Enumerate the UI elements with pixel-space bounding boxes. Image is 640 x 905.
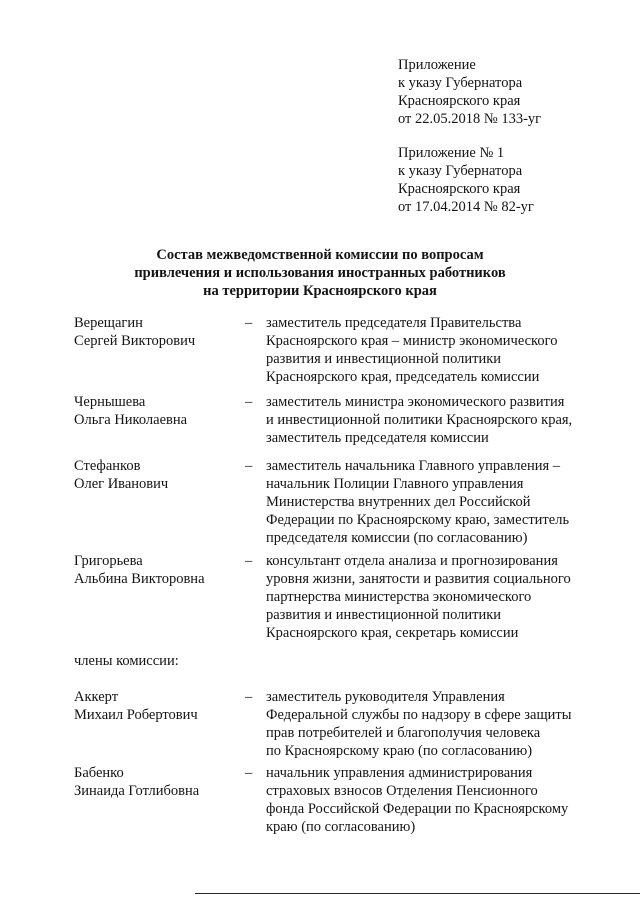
title-line: Состав межведомственной комиссии по вопросам bbox=[156, 247, 484, 263]
role-line: по Красноярскому краю (по согласованию) bbox=[266, 743, 533, 759]
dash-separator: – bbox=[245, 315, 253, 331]
annex-original-date-line: от 17.04.2014 № 82-уг bbox=[398, 199, 534, 215]
role-line: развития и инвестиционной политики bbox=[266, 351, 502, 367]
role-line: и инвестиционной политики Красноярского края, bbox=[266, 412, 573, 428]
annex-current-line: к указу Губернатора bbox=[398, 75, 523, 91]
given-names: Сергей Викторович bbox=[74, 333, 196, 349]
role-line: заместитель председателя комиссии bbox=[266, 430, 489, 446]
given-names: Олег Иванович bbox=[74, 476, 169, 492]
title-line: на территории Красноярского края bbox=[203, 283, 437, 299]
surname: Чернышева bbox=[74, 394, 146, 410]
annex-original-block bbox=[398, 144, 618, 216]
role-line: начальник управления администрирования bbox=[266, 765, 533, 781]
annex-current-date-line: от 22.05.2018 № 133-уг bbox=[398, 111, 542, 127]
person-name bbox=[74, 688, 254, 724]
person-name bbox=[74, 764, 254, 800]
role-line: Красноярского края – министр экономического bbox=[266, 333, 558, 349]
person-name bbox=[74, 314, 254, 350]
surname: Верещагин bbox=[74, 315, 143, 331]
role-line: заместитель начальника Главного управления – bbox=[266, 458, 561, 474]
role-line: краю (по согласованию) bbox=[266, 819, 416, 835]
person-name bbox=[74, 552, 254, 588]
role-line: Министерства внутренних дел Российской bbox=[266, 494, 531, 510]
given-names: Михаил Робертович bbox=[74, 707, 198, 723]
role-line: прав потребителей и благополучия человека bbox=[266, 725, 541, 741]
surname: Аккерт bbox=[74, 689, 119, 705]
dash-separator: – bbox=[245, 458, 253, 474]
role-line: начальник Полиции Главного управления bbox=[266, 476, 524, 492]
role-line: страховых взносов Отделения Пенсионного bbox=[266, 783, 538, 799]
role-line: Красноярского края, председатель комиссии bbox=[266, 369, 540, 385]
annex-current-line: Приложение bbox=[398, 57, 476, 73]
person-name bbox=[74, 457, 254, 493]
members-section-label: члены комиссии: bbox=[74, 653, 179, 669]
annex-original-line: к указу Губернатора bbox=[398, 163, 523, 179]
given-names: Альбина Викторовна bbox=[74, 571, 205, 587]
dash-separator: – bbox=[245, 689, 253, 705]
role-line: фонда Российской Федерации по Красноярскому bbox=[266, 801, 569, 817]
title-line: привлечения и использования иностранных работников bbox=[134, 265, 506, 281]
role-line: развития и инвестиционной политики bbox=[266, 607, 502, 623]
dash-separator: – bbox=[245, 394, 253, 410]
role-line: заместитель руководителя Управления bbox=[266, 689, 505, 705]
role-line: Федеральной службы по надзору в сфере защиты bbox=[266, 707, 572, 723]
bottom-divider-line bbox=[195, 893, 640, 894]
role-line: партнерства министерства экономического bbox=[266, 589, 532, 605]
person-role bbox=[266, 552, 616, 642]
annex-original-line: Приложение № 1 bbox=[398, 145, 505, 161]
role-line: председателя комиссии (по согласованию) bbox=[266, 530, 528, 546]
surname: Бабенко bbox=[74, 765, 124, 781]
given-names: Ольга Николаевна bbox=[74, 412, 188, 428]
dash-separator: – bbox=[245, 765, 253, 781]
role-line: Красноярского края, секретарь комиссии bbox=[266, 625, 519, 641]
role-line: консультант отдела анализа и прогнозирования bbox=[266, 553, 558, 569]
surname: Григорьева bbox=[74, 553, 143, 569]
role-line: заместитель председателя Правительства bbox=[266, 315, 522, 331]
person-role bbox=[266, 314, 616, 386]
surname: Стефанков bbox=[74, 458, 141, 474]
given-names: Зинаида Готлибовна bbox=[74, 783, 200, 799]
dash-separator: – bbox=[245, 553, 253, 569]
document-title bbox=[0, 246, 640, 300]
person-role bbox=[266, 393, 616, 447]
annex-current-line: Красноярского края bbox=[398, 93, 521, 109]
person-role bbox=[266, 457, 616, 547]
person-role bbox=[266, 764, 616, 836]
role-line: Федерации по Красноярскому краю, заместитель bbox=[266, 512, 570, 528]
role-line: заместитель министра экономического развития bbox=[266, 394, 565, 410]
person-role bbox=[266, 688, 616, 760]
annex-current-block bbox=[398, 56, 618, 128]
role-line: уровня жизни, занятости и развития социального bbox=[266, 571, 571, 587]
person-name bbox=[74, 393, 254, 429]
annex-original-line: Красноярского края bbox=[398, 181, 521, 197]
